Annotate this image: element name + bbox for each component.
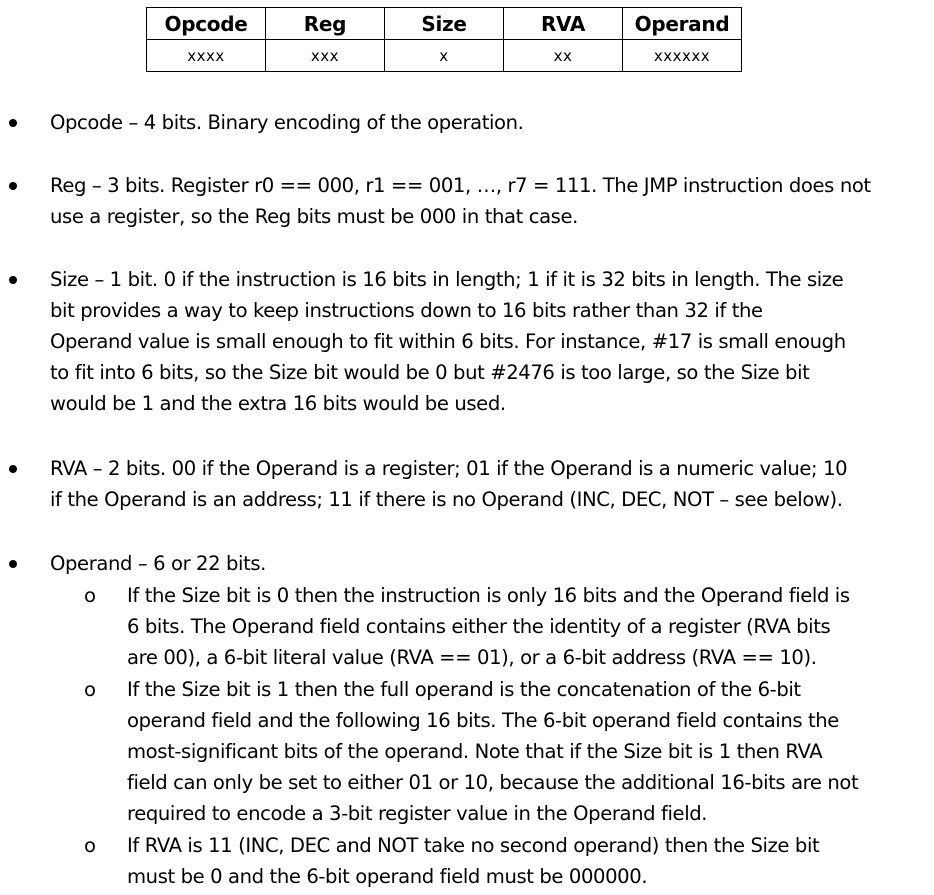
bullet-icon [9, 560, 17, 568]
text-line: bit provides a way to keep instructions down to 16 bits rather than 32 if the [50, 299, 763, 322]
text-line: Reg – 3 bits. Register r0 == 000, r1 == 001, …, r7 = 111. The JMP instruction does not [50, 174, 871, 197]
hollow-bullet-icon: o [84, 584, 96, 607]
text-line: to fit into 6 bits, so the Size bit would be 0 but #2476 is too large, so the Size bit [50, 361, 810, 384]
text-line: 6 bits. The Operand field contains either the identity of a register (RVA bits [127, 615, 831, 638]
text-line: required to encode a 3-bit register value in the Operand field. [127, 802, 708, 825]
bullet-icon [9, 182, 17, 190]
hollow-bullet-icon: o [84, 678, 96, 701]
text-line: If the Size bit is 1 then the full operand is the concatenation of the 6-bit [127, 678, 801, 701]
text-line: if the Operand is an address; 11 if there is no Operand (INC, DEC, NOT – see below). [50, 488, 843, 511]
text-line: Size – 1 bit. 0 if the instruction is 16 bits in length; 1 if it is 32 bits in length. The size [50, 268, 844, 291]
text-line: are 00), a 6-bit literal value (RVA == 01), or a 6-bit address (RVA == 10). [127, 646, 817, 669]
sub-list-item-text [127, 580, 934, 673]
list-item-text [50, 548, 934, 579]
text-line: If RVA is 11 (INC, DEC and NOT take no second operand) then the Size bit [127, 834, 820, 857]
text-line: Operand – 6 or 22 bits. [50, 552, 267, 575]
text-line: RVA – 2 bits. 00 if the Operand is a register; 01 if the Operand is a numeric value; 10 [50, 457, 848, 480]
bullet-icon [9, 465, 17, 473]
text-line: would be 1 and the extra 16 bits would be used. [50, 392, 506, 415]
list-item-text [50, 264, 934, 419]
header-size: Size [385, 8, 504, 40]
header-opcode: Opcode [147, 8, 266, 40]
bullet-icon [9, 119, 17, 127]
header-reg: Reg [266, 8, 385, 40]
text-line: If the Size bit is 0 then the instruction is only 16 bits and the Operand field is [127, 584, 850, 607]
list-item-text [50, 453, 934, 515]
header-operand: Operand [623, 8, 742, 40]
text-line: use a register, so the Reg bits must be 000 in that case. [50, 205, 578, 228]
table-value-row [147, 40, 742, 72]
list-item-text [50, 170, 934, 232]
text-line: operand field and the following 16 bits. The 6-bit operand field contains the [127, 709, 839, 732]
table-header-row [147, 8, 742, 40]
value-opcode: xxxx [147, 40, 266, 72]
instruction-format-table [146, 7, 742, 72]
list-item-text [50, 107, 934, 138]
value-operand: xxxxxx [623, 40, 742, 72]
sub-list-item-text [127, 674, 934, 829]
sub-list-item-text [127, 830, 934, 892]
text-line: field can only be set to either 01 or 10, because the additional 16-bits are not [127, 771, 859, 794]
value-size: x [385, 40, 504, 72]
header-rva: RVA [504, 8, 623, 40]
value-reg: xxx [266, 40, 385, 72]
text-line: must be 0 and the 6-bit operand field must be 000000. [127, 865, 648, 888]
text-line: Operand value is small enough to fit within 6 bits. For instance, #17 is small enough [50, 330, 846, 353]
hollow-bullet-icon: o [84, 834, 96, 857]
text-line: most-significant bits of the operand. Note that if the Size bit is 1 then RVA [127, 740, 823, 763]
text-line: Opcode – 4 bits. Binary encoding of the operation. [50, 111, 524, 134]
value-rva: xx [504, 40, 623, 72]
bullet-icon [9, 276, 17, 284]
